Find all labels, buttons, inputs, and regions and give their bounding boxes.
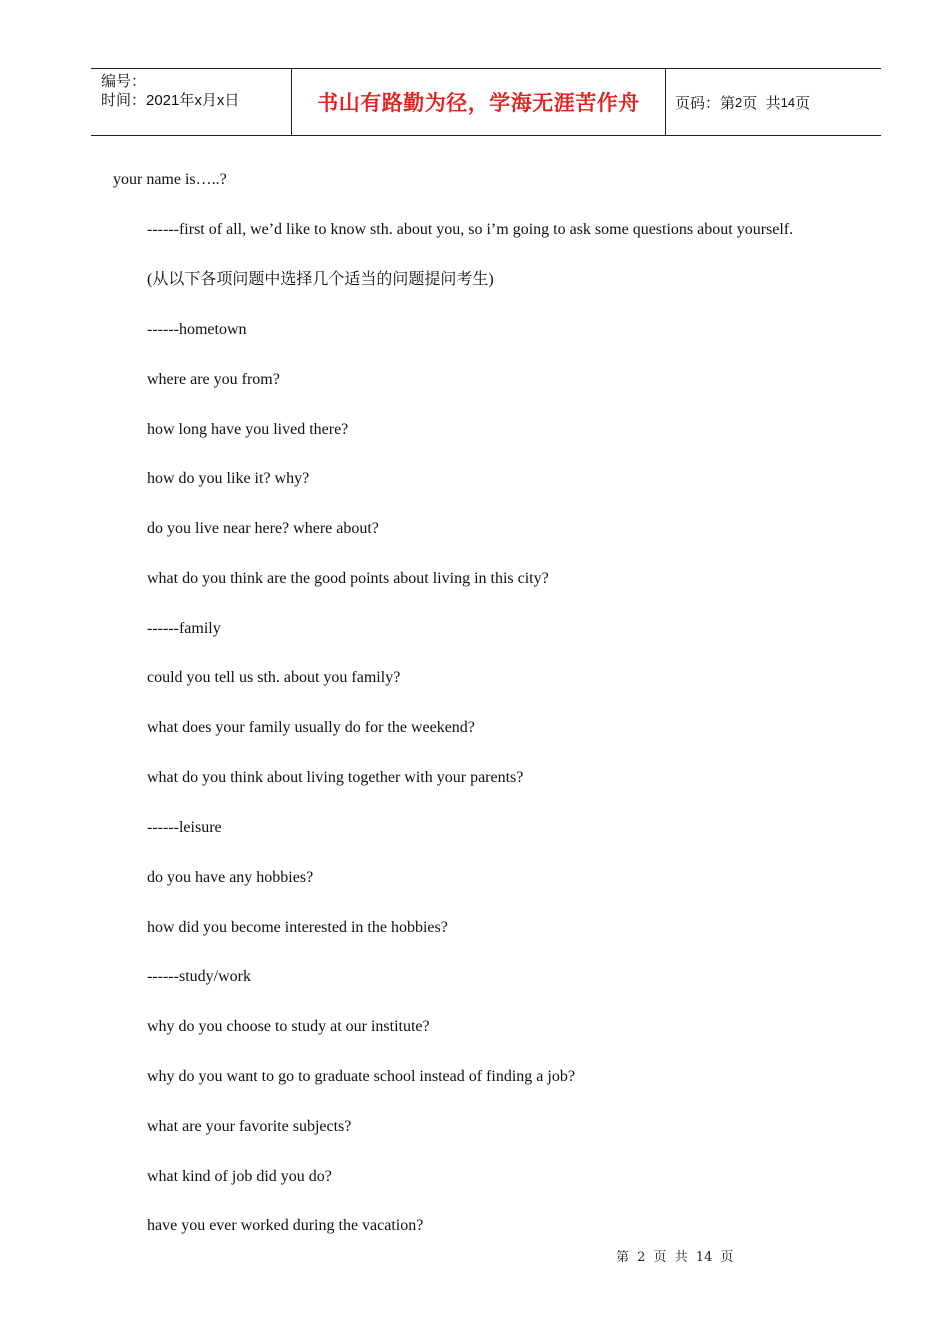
question-line: do you live near here? where about? (147, 520, 379, 537)
text-line: ------first of all, we’d like to know sth. about you, so i’m going to ask some questions about yourself. (147, 221, 794, 238)
header-motto-cell (292, 69, 666, 135)
header-meta-cell (91, 69, 292, 135)
question-line: how did you become interested in the hobbies? (147, 919, 448, 936)
section-heading-leisure: ------leisure (147, 819, 222, 836)
section-heading-hometown: ------hometown (147, 321, 247, 338)
page-current: 2 (735, 94, 743, 110)
question-line: why do you choose to study at our institute? (147, 1018, 430, 1035)
question-line: what kind of job did you do? (147, 1168, 332, 1185)
question-line: do you have any hobbies? (147, 869, 314, 886)
text-line-instruction: (从以下各项问题中选择几个适当的问题提问考生) (147, 271, 494, 288)
serial-label: 编号： (101, 73, 147, 90)
question-line: where are you from? (147, 371, 280, 388)
question-line: what does your family usually do for the weekend? (147, 719, 475, 736)
question-line: why do you want to go to graduate school instead of finding a job? (147, 1068, 575, 1085)
page-suffix: 页 (795, 94, 811, 112)
question-line: have you ever worked during the vacation? (147, 1217, 424, 1234)
question-line: how do you like it? why? (147, 470, 310, 487)
question-line: what do you think about living together with your parents? (147, 769, 524, 786)
motto-text: 书山有路勤为径，学海无涯苦作舟 (317, 91, 640, 115)
page-header (91, 68, 881, 136)
page-total: 14 (780, 94, 796, 110)
header-page-cell (666, 69, 881, 135)
question-line: what are your favorite subjects? (147, 1118, 352, 1135)
page-footer: 第 2 页 共 14 页 (616, 1250, 734, 1265)
question-line: could you tell us sth. about you family? (147, 669, 401, 686)
time-label: 时间：2021年x月x日 (101, 92, 240, 109)
text-line-intro: your name is…..? (113, 171, 227, 188)
question-line: what do you think are the good points about living in this city? (147, 570, 549, 587)
page-middle: 页 共 (742, 94, 781, 112)
page-prefix: 页码：第 (675, 94, 736, 112)
section-heading-study-work: ------study/work (147, 968, 251, 985)
section-heading-family: ------family (147, 620, 221, 637)
question-line: how long have you lived there? (147, 421, 349, 438)
